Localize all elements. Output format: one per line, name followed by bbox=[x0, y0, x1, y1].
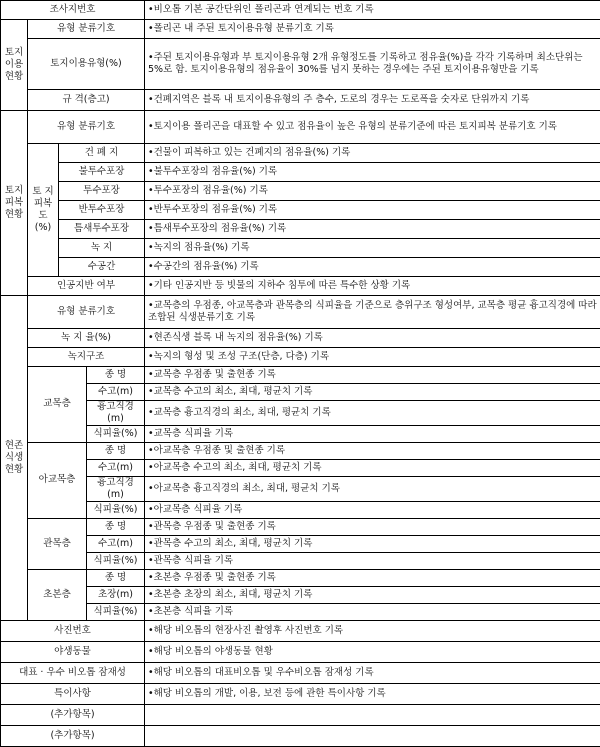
row-layer-item bbox=[1, 367, 600, 384]
row-land-cover-item bbox=[1, 239, 600, 258]
layer-item-label: 종 명 bbox=[87, 518, 145, 535]
green-rate-desc: •현존식생 블록 내 녹지의 점유율(%) 기록 bbox=[145, 329, 600, 348]
row-wildlife bbox=[1, 641, 600, 662]
row-layer-item bbox=[1, 459, 600, 476]
land-cover-item-label: 불투수포장 bbox=[59, 163, 145, 182]
row-layer-item bbox=[1, 603, 600, 620]
land-cover-item-desc: •반투수포장의 점유율(%) 기록 bbox=[145, 201, 600, 220]
row-vegetation-type-code bbox=[1, 296, 600, 329]
photo-number-label: 사진번호 bbox=[1, 620, 145, 641]
layer-item-label: 식피율(%) bbox=[87, 425, 145, 442]
vegetation-type-code-label: 유형 분류기호 bbox=[28, 296, 145, 329]
land-use-scale-desc: •건폐지역은 블록 내 토지이용유형의 주 층수, 도로의 경우는 도로폭을 숫자로 단위까지 기록 bbox=[145, 90, 600, 111]
layer-item-label: 식피율(%) bbox=[87, 501, 145, 518]
survey-number-label: 조사지번호 bbox=[1, 1, 145, 20]
biotope-potential-desc: •해당 비오톱의 대표비오톱 및 우수비오톱 잠재성 기록 bbox=[145, 662, 600, 683]
row-extra-item bbox=[1, 704, 600, 725]
layer-item-desc: •아교목층 흉고직경의 최소, 최대, 평균치 기록 bbox=[145, 476, 600, 501]
photo-number-desc: •해당 비오톱의 현장사진 촬영후 사진번호 기록 bbox=[145, 620, 600, 641]
land-use-section-label: 토지 이용 현황 bbox=[1, 20, 28, 111]
layer-name: 초본층 bbox=[28, 569, 87, 620]
layer-item-label: 종 명 bbox=[87, 442, 145, 459]
land-use-type-pct-label: 토지이용유형(%) bbox=[28, 39, 145, 90]
row-land-cover-item bbox=[1, 220, 600, 239]
layer-item-desc: •교목층 수고의 최소, 최대, 평균치 기록 bbox=[145, 384, 600, 401]
extra-item-desc bbox=[145, 725, 600, 746]
land-cover-item-label: 녹 지 bbox=[59, 239, 145, 258]
green-rate-label: 녹 지 율(%) bbox=[28, 329, 145, 348]
row-layer-item bbox=[1, 425, 600, 442]
artificial-ground-label: 인공지반 여부 bbox=[28, 277, 145, 296]
row-layer-item bbox=[1, 518, 600, 535]
row-land-cover-item bbox=[1, 201, 600, 220]
layer-item-label: 초장(m) bbox=[87, 586, 145, 603]
row-artificial-ground bbox=[1, 277, 600, 296]
land-cover-type-code-label: 유형 분류기호 bbox=[28, 111, 145, 144]
extra-item-desc bbox=[145, 704, 600, 725]
land-cover-item-desc: •투수포장의 점유율(%) 기록 bbox=[145, 182, 600, 201]
remarks-label: 특이사항 bbox=[1, 683, 145, 704]
row-survey-number bbox=[1, 1, 600, 20]
layer-item-label: 식피율(%) bbox=[87, 552, 145, 569]
row-land-cover-item bbox=[1, 182, 600, 201]
layer-item-desc: •초본층 식피율 기록 bbox=[145, 603, 600, 620]
row-layer-item bbox=[1, 384, 600, 401]
land-cover-rate-label: 토 지 피복도 (%) bbox=[28, 144, 59, 277]
land-cover-item-label: 투수포장 bbox=[59, 182, 145, 201]
row-land-use-type-code bbox=[1, 20, 600, 39]
row-layer-item bbox=[1, 569, 600, 586]
layer-item-desc: •초본층 초장의 최소, 최대, 평균치 기록 bbox=[145, 586, 600, 603]
layer-item-desc: •아교목층 우점종 및 출현종 기록 bbox=[145, 442, 600, 459]
land-cover-item-desc: •수공간의 점유율(%) 기록 bbox=[145, 258, 600, 277]
layer-item-desc: •교목층 우점종 및 출현종 기록 bbox=[145, 367, 600, 384]
row-green-rate bbox=[1, 329, 600, 348]
row-green-structure bbox=[1, 348, 600, 367]
row-layer-item bbox=[1, 401, 600, 426]
layer-item-desc: •아교목층 식피율 기록 bbox=[145, 501, 600, 518]
layer-item-desc: •관목층 수고의 최소, 최대, 평균치 기록 bbox=[145, 535, 600, 552]
row-layer-item bbox=[1, 476, 600, 501]
land-cover-item-label: 건 폐 지 bbox=[59, 144, 145, 163]
layer-item-desc: •교목층 흉고직경의 최소, 최대, 평균치 기록 bbox=[145, 401, 600, 426]
row-extra-item bbox=[1, 725, 600, 746]
row-layer-item bbox=[1, 442, 600, 459]
row-remarks bbox=[1, 683, 600, 704]
remarks-desc: •해당 비오톱의 개발, 이용, 보전 등에 관한 특이사항 기록 bbox=[145, 683, 600, 704]
layer-item-label: 종 명 bbox=[87, 367, 145, 384]
layer-item-desc: •교목층 식피율 기록 bbox=[145, 425, 600, 442]
land-use-type-pct-desc: •주된 토지이용유형과 부 토지이용유형 2개 유형정도를 기록하고 점유율(%)을 각각 기록하며 최소단위는 5%로 함. 토지이용유형의 점유율이 30%를 넘지 못하는 경우에는 주된 토지이용유형만을 기록 bbox=[145, 39, 600, 90]
row-land-cover-type-code bbox=[1, 111, 600, 144]
land-cover-item-label: 수공간 bbox=[59, 258, 145, 277]
biotope-potential-label: 대표 · 우수 비오톱 잠재성 bbox=[1, 662, 145, 683]
layer-item-desc: •관목층 우점종 및 출현종 기록 bbox=[145, 518, 600, 535]
land-cover-item-desc: •불투수포장의 점유율(%) 기록 bbox=[145, 163, 600, 182]
row-land-use-type-pct bbox=[1, 39, 600, 90]
layer-item-desc: •아교목층 수고의 최소, 최대, 평균치 기록 bbox=[145, 459, 600, 476]
layer-item-desc: •초본층 우점종 및 출현종 기록 bbox=[145, 569, 600, 586]
wildlife-desc: •해당 비오톱의 야생동물 현황 bbox=[145, 641, 600, 662]
green-structure-label: 녹지구조 bbox=[28, 348, 145, 367]
layer-item-label: 종 명 bbox=[87, 569, 145, 586]
layer-item-label: 흉고직경(m) bbox=[87, 476, 145, 501]
row-layer-item bbox=[1, 535, 600, 552]
survey-number-desc: •비오톱 기본 공간단위인 폴리곤과 연계되는 번호 기록 bbox=[145, 1, 600, 20]
land-cover-item-desc: •건물이 피복하고 있는 건폐지의 점유율(%) 기록 bbox=[145, 144, 600, 163]
row-land-cover-item bbox=[1, 163, 600, 182]
extra-item-label: (추가항목) bbox=[1, 725, 145, 746]
layer-name: 관목층 bbox=[28, 518, 87, 569]
artificial-ground-desc: •기타 인공지반 등 빗물의 지하수 침투에 따른 특수한 상황 기록 bbox=[145, 277, 600, 296]
layer-item-label: 수고(m) bbox=[87, 535, 145, 552]
row-layer-item bbox=[1, 552, 600, 569]
layer-item-label: 식피율(%) bbox=[87, 603, 145, 620]
row-photo-number bbox=[1, 620, 600, 641]
land-use-scale-label: 규 격(층고) bbox=[28, 90, 145, 111]
layer-name: 교목층 bbox=[28, 367, 87, 443]
row-land-use-scale bbox=[1, 90, 600, 111]
vegetation-section-label: 현존 식생 현황 bbox=[1, 296, 28, 621]
land-cover-item-label: 틈새투수포장 bbox=[59, 220, 145, 239]
layer-name: 아교목층 bbox=[28, 442, 87, 518]
land-cover-item-desc: •녹지의 점유율(%) 기록 bbox=[145, 239, 600, 258]
layer-item-desc: •관목층 식피율 기록 bbox=[145, 552, 600, 569]
land-use-type-code-label: 유형 분류기호 bbox=[28, 20, 145, 39]
land-cover-item-label: 반투수포장 bbox=[59, 201, 145, 220]
layer-item-label: 수고(m) bbox=[87, 384, 145, 401]
wildlife-label: 야생동물 bbox=[1, 641, 145, 662]
extra-item-label: (추가항목) bbox=[1, 704, 145, 725]
green-structure-desc: •녹지의 형성 및 조성 구조(단층, 다층) 기록 bbox=[145, 348, 600, 367]
land-cover-type-code-desc: •토지이용 폴리곤을 대표할 수 있고 점유율이 높은 유형의 분류기준에 따른 토지피복 분류기호 기록 bbox=[145, 111, 600, 144]
row-layer-item bbox=[1, 501, 600, 518]
land-use-type-code-desc: •폴리곤 내 주된 토지이용유형 분류기호 기록 bbox=[145, 20, 600, 39]
layer-item-label: 수고(m) bbox=[87, 459, 145, 476]
vegetation-type-code-desc: •교목층의 우점종, 아교목층과 관목층의 식피율을 기준으로 층위구조 형성여부, 교목층 평균 흉고직경에 따라 조합된 식생분류기호 기록 bbox=[145, 296, 600, 329]
land-cover-section-label: 토지 피복 현황 bbox=[1, 111, 28, 296]
row-biotope-potential bbox=[1, 662, 600, 683]
row-land-cover-item bbox=[1, 258, 600, 277]
layer-item-label: 흉고직경(m) bbox=[87, 401, 145, 426]
land-cover-item-desc: •틈새투수포장의 점유율(%) 기록 bbox=[145, 220, 600, 239]
row-layer-item bbox=[1, 586, 600, 603]
row-land-cover-item bbox=[1, 144, 600, 163]
